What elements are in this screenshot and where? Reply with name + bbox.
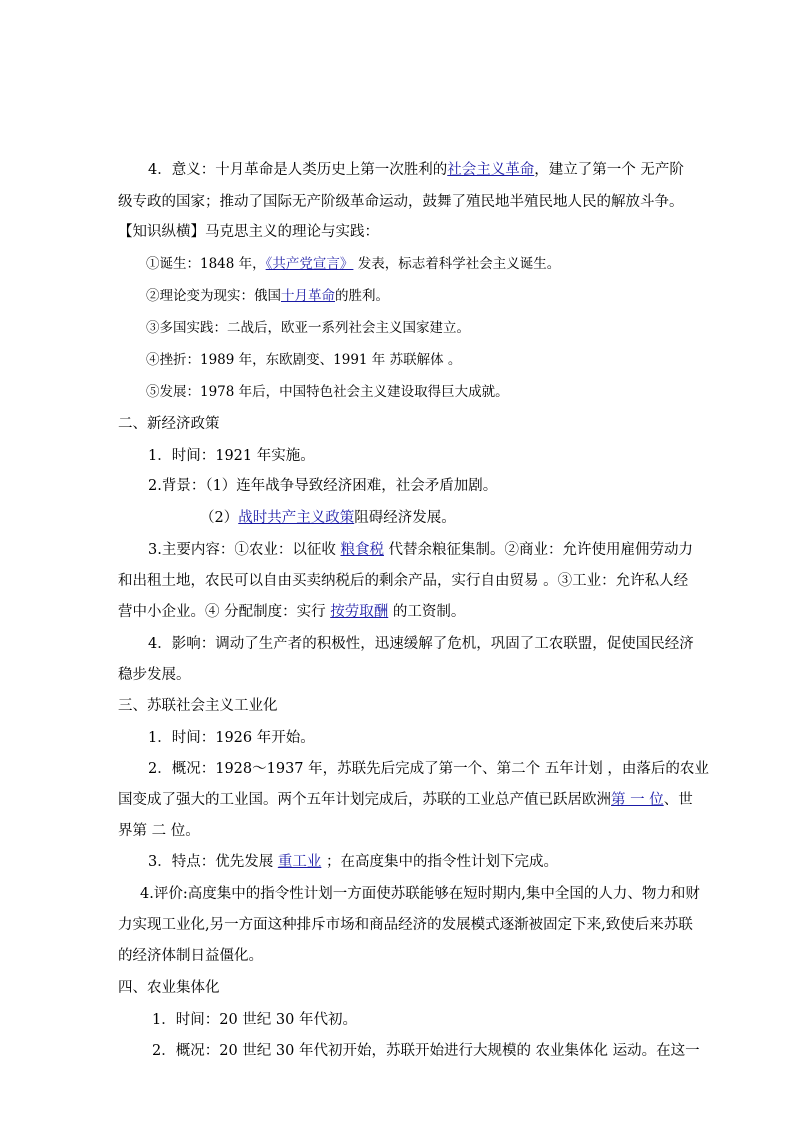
industrialization-evaluation-3: 的经济体制日益僵化。 [118,948,263,964]
nep-time: 1．时间：1921 年实施。 [148,448,315,464]
heavy-industry-link[interactable]: 重工业 [277,854,322,870]
pay-by-work-link[interactable]: 按劳取酬 [330,604,389,620]
industrialization-evaluation-1: 4.评价:高度集中的指令性计划一方面使苏联能够在短时期内,集中全国的人力、物力和财 [140,886,700,902]
nep-content-line-1: 3.主要内容：①农业：以征收 粮食税 代替余粮征集制。②商业：允许使用雇佣劳动力 [148,542,694,558]
nep-impact-line-1: 4．影响：调动了生产者的积极性，迅速缓解了危机，巩固了工农联盟，促使国民经济 [148,636,694,652]
war-communism-link[interactable]: 战时共产主义政策 [238,510,355,526]
knowledge-item-1: ①诞生：1848 年，《共产党宣言》 发表，标志着科学社会主义诞生。 [146,256,561,272]
significance-line-1: 4．意义：十月革命是人类历史上第一次胜利的社会主义革命，建立了第一个 无产阶 [148,162,684,178]
industrialization-feature: 3．特点：优先发展 重工业 ；在高度集中的指令性计划下完成。 [148,854,558,870]
section-title-collectivization: 四、农业集体化 [118,980,220,996]
industrialization-time: 1．时间：1926 年开始。 [148,730,315,746]
nep-background-2: （2）战时共产主义政策阻碍经济发展。 [200,510,456,526]
industrialization-overview-3: 界第 二 位。 [118,823,200,839]
knowledge-heading: 【知识纵横】马克思主义的理论与实践： [118,224,379,240]
industrialization-overview-1: 2．概况：1928～1937 年，苏联先后完成了第一个、第二个 五年计划 ，由落后的农业 [148,761,709,777]
first-in-europe-link[interactable]: 第 一 位 [611,792,664,808]
industrialization-evaluation-2: 力实现工业化,另一方面这种排斥市场和商品经济的发展模式逐渐被固定下来,致使后来苏联 [118,917,693,933]
industrialization-overview-2: 国变成了强大的工业国。两个五年计划完成后，苏联的工业总产值已跃居欧洲第 一 位、世 [118,792,693,808]
knowledge-item-2: ②理论变为现实：俄国十月革命的胜利。 [146,288,389,304]
nep-content-line-2: 和出租土地，农民可以自由买卖纳税后的剩余产品，实行自由贸易 。③工业：允许私人经 [118,573,689,589]
nep-background-1: 2.背景：（1）连年战争导致经济困难，社会矛盾加剧。 [148,478,498,494]
socialist-revolution-link[interactable]: 社会主义革命 [447,162,535,178]
knowledge-item-3: ③多国实践：二战后，欧亚一系列社会主义国家建立。 [146,320,470,336]
knowledge-item-5: ⑤发展：1978 年后，中国特色社会主义建设取得巨大成就。 [146,384,509,400]
communist-manifesto-link[interactable]: 《共产党宣言》 [265,256,354,272]
collectivization-overview: 2．概况：20 世纪 30 年代初开始，苏联开始进行大规模的 农业集体化 运动。在这一 [152,1043,700,1059]
grain-tax-link[interactable]: 粮食税 [340,542,384,558]
nep-impact-line-2: 稳步发展。 [118,667,191,683]
knowledge-item-4: ④挫折：1989 年，东欧剧变、1991 年 苏联解体 。 [146,352,462,368]
section-title-industrialization: 三、苏联社会主义工业化 [118,698,278,714]
october-revolution-link[interactable]: 十月革命 [281,288,335,304]
collectivization-time: 1．时间：20 世纪 30 年代初。 [152,1012,357,1028]
nep-content-line-3: 营中小企业。④ 分配制度：实行 按劳取酬 的工资制。 [118,604,466,620]
section-title-nep: 二、新经济政策 [118,416,220,432]
significance-line-2: 级专政的国家；推动了国际无产阶级革命运动，鼓舞了殖民地半殖民地人民的解放斗争。 [118,194,684,210]
